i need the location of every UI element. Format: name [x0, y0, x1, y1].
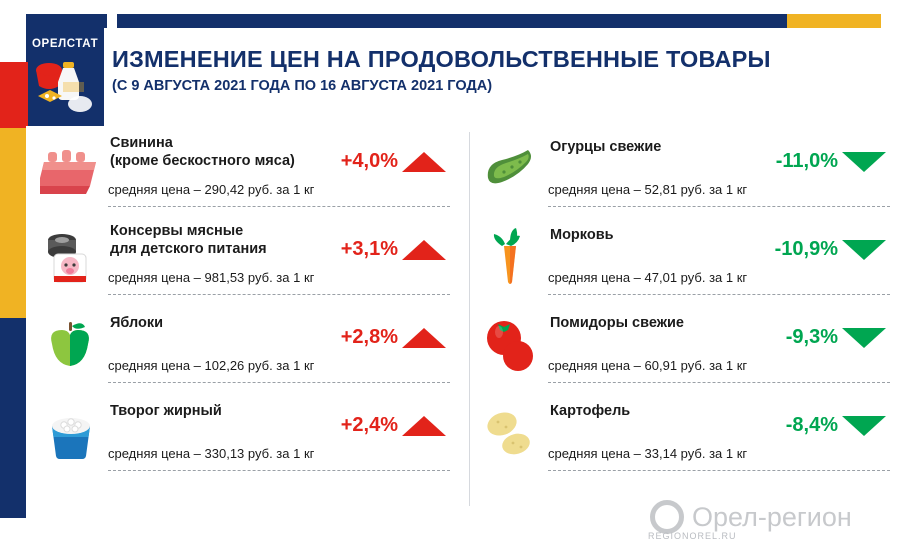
- item-percent: +2,4%: [340, 414, 398, 436]
- row-divider: [108, 294, 450, 295]
- column-divider: [469, 132, 470, 506]
- arrow-down-icon: [842, 416, 886, 436]
- item-row: [480, 308, 890, 396]
- top-bar: [26, 14, 881, 28]
- item-average-price: средняя цена – 52,81 руб. за 1 кг: [548, 182, 748, 197]
- cucumber-icon: [480, 138, 542, 200]
- arrow-down-icon: [842, 240, 886, 260]
- increase-column: [40, 132, 450, 484]
- item-name: [110, 222, 320, 258]
- item-name: Яблоки: [110, 315, 164, 331]
- item-row: [40, 220, 450, 308]
- food-basket-icon: [30, 56, 100, 118]
- top-bar-accent: [787, 14, 881, 28]
- row-divider: [108, 382, 450, 383]
- item-name-line2: (кроме бескостного мяса): [110, 153, 295, 169]
- item-percent: -9,3%: [785, 326, 838, 348]
- watermark-subtext: REGIONOREL.RU: [648, 531, 737, 541]
- canned-meat-icon: [40, 226, 102, 288]
- arrow-down-icon: [842, 152, 886, 172]
- brand-label: ОРЕЛСТАТ: [32, 38, 99, 50]
- carrot-icon: [480, 226, 542, 288]
- arrow-up-icon: [402, 152, 446, 172]
- page-subtitle: (С 9 АВГУСТА 2021 ГОДА ПО 16 АВГУСТА 2021 ГОДА): [112, 78, 493, 94]
- item-percent: +4,0%: [340, 150, 398, 172]
- potato-icon: [480, 402, 542, 464]
- item-name-line2: для детского питания: [110, 241, 267, 257]
- item-percent: +2,8%: [340, 326, 398, 348]
- decrease-column: [480, 132, 890, 484]
- row-divider: [548, 382, 890, 383]
- item-average-price: средняя цена – 981,53 руб. за 1 кг: [108, 270, 315, 285]
- apple-icon: [40, 314, 102, 376]
- left-rail-red: [0, 62, 28, 128]
- arrow-up-icon: [402, 240, 446, 260]
- item-average-price: средняя цена – 290,42 руб. за 1 кг: [108, 182, 315, 197]
- item-row: [480, 220, 890, 308]
- left-rail-navy: [0, 318, 28, 518]
- item-row: [40, 132, 450, 220]
- watermark-ring-icon: [650, 500, 684, 534]
- item-name-line1: Свинина: [110, 135, 173, 151]
- item-percent: -10,9%: [774, 238, 838, 260]
- row-divider: [548, 470, 890, 471]
- item-percent: -8,4%: [785, 414, 838, 436]
- item-name-line1: Консервы мясные: [110, 223, 244, 239]
- item-row: [480, 396, 890, 484]
- page-title: ИЗМЕНЕНИЕ ЦЕН НА ПРОДОВОЛЬСТВЕННЫЕ ТОВАРЫ: [112, 46, 771, 72]
- arrow-up-icon: [402, 328, 446, 348]
- item-name: [110, 134, 320, 170]
- left-rail-yellow: [0, 128, 28, 318]
- item-row: [480, 132, 890, 220]
- item-name: Помидоры свежие: [550, 315, 684, 331]
- item-name: Творог жирный: [110, 403, 222, 419]
- item-name: Картофель: [550, 403, 631, 419]
- item-average-price: средняя цена – 33,14 руб. за 1 кг: [548, 446, 748, 461]
- item-average-price: средняя цена – 47,01 руб. за 1 кг: [548, 270, 748, 285]
- item-row: [40, 308, 450, 396]
- watermark: [650, 500, 852, 534]
- row-divider: [108, 470, 450, 471]
- watermark-text: Орел-регион: [692, 501, 852, 532]
- item-average-price: средняя цена – 102,26 руб. за 1 кг: [108, 358, 315, 373]
- arrow-up-icon: [402, 416, 446, 436]
- cottage-cheese-icon: [40, 402, 102, 464]
- item-average-price: средняя цена – 60,91 руб. за 1 кг: [548, 358, 748, 373]
- row-divider: [108, 206, 450, 207]
- item-name: Огурцы свежие: [550, 139, 662, 155]
- item-name: Морковь: [550, 227, 614, 243]
- row-divider: [548, 206, 890, 207]
- item-percent: -11,0%: [775, 150, 838, 172]
- top-bar-notch: [107, 14, 117, 28]
- row-divider: [548, 294, 890, 295]
- item-row: [40, 396, 450, 484]
- item-percent: +3,1%: [340, 238, 398, 260]
- arrow-down-icon: [842, 328, 886, 348]
- tomato-icon: [480, 314, 542, 376]
- item-average-price: средняя цена – 330,13 руб. за 1 кг: [108, 446, 315, 461]
- pork-icon: [40, 138, 102, 200]
